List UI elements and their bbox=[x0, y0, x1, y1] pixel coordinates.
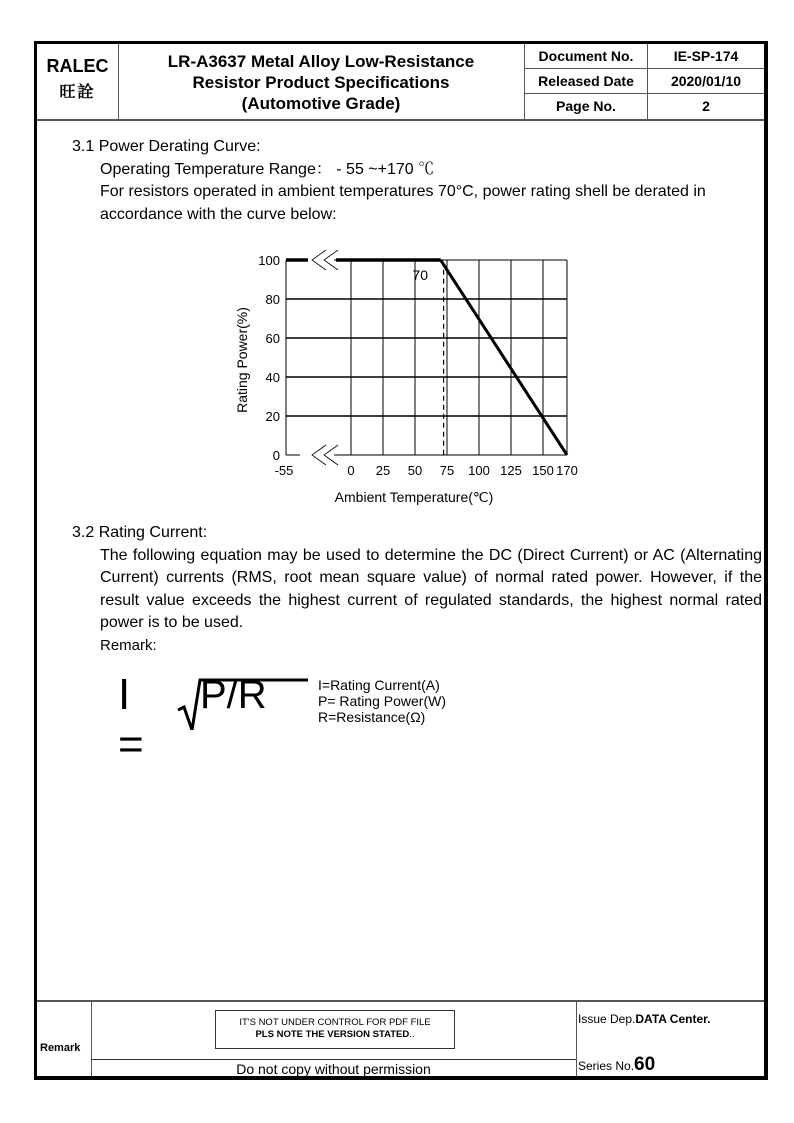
section-3-2 bbox=[72, 522, 762, 657]
formula-lhs: I = bbox=[118, 670, 144, 769]
document-header bbox=[37, 44, 764, 121]
meta-label: Page No. bbox=[525, 94, 648, 119]
title-line: LR-A3637 Metal Alloy Low-Resistance bbox=[167, 52, 475, 71]
derating-chart bbox=[230, 248, 590, 510]
legend-item: R=Resistance(Ω) bbox=[318, 709, 426, 725]
section-3-1 bbox=[72, 136, 762, 226]
formula-legend bbox=[318, 677, 446, 725]
legend-item: I=Rating Current(A) bbox=[318, 677, 440, 693]
x-tick-label: 170 bbox=[556, 463, 578, 478]
company-name-en: RALEC bbox=[46, 56, 109, 76]
footer-info-cell bbox=[576, 1002, 764, 1076]
y-axis-label: Rating Power(%) bbox=[234, 307, 250, 413]
annotation-70: 70 bbox=[412, 267, 428, 283]
title-line: (Automotive Grade) bbox=[241, 94, 401, 113]
legend-item: P= Rating Power(W) bbox=[318, 693, 446, 709]
footer-notice-cell bbox=[91, 1002, 577, 1076]
meta-row-document-no bbox=[525, 44, 764, 69]
document-title bbox=[118, 44, 525, 119]
meta-value: 2020/01/10 bbox=[670, 73, 742, 89]
x-tick-label: 125 bbox=[500, 463, 522, 478]
x-tick-label: 50 bbox=[407, 463, 423, 478]
y-tick-label: 0 bbox=[272, 448, 280, 463]
copy-notice: Do not copy without permission bbox=[91, 1059, 576, 1077]
x-tick-label: 100 bbox=[468, 463, 490, 478]
section-heading: 3.1 Power Derating Curve: bbox=[72, 138, 261, 155]
series-label: Series No. bbox=[578, 1059, 635, 1073]
title-line: Resistor Product Specifications bbox=[192, 73, 450, 92]
remark-label: Remark: bbox=[100, 636, 157, 654]
derating-slope bbox=[441, 260, 567, 455]
formula-rhs: P/R bbox=[200, 673, 267, 717]
x-tick-label: -55 bbox=[274, 463, 294, 478]
y-tick-label: 20 bbox=[265, 409, 280, 424]
chart-marks bbox=[286, 260, 567, 455]
series-value: 60 bbox=[634, 1054, 656, 1075]
meta-row-released-date bbox=[525, 69, 764, 94]
axis-break-mask bbox=[300, 453, 334, 457]
x-tick-label: 75 bbox=[439, 463, 455, 478]
y-tick-label: 60 bbox=[265, 331, 280, 346]
y-tick-label: 80 bbox=[265, 292, 280, 307]
meta-label: Document No. bbox=[525, 44, 648, 68]
remark-label: Remark bbox=[40, 1042, 81, 1054]
x-axis-label: Ambient Temperature(℃) bbox=[334, 489, 494, 505]
x-tick-label: 25 bbox=[375, 463, 391, 478]
x-tick-label: 0 bbox=[347, 463, 355, 478]
document-footer bbox=[37, 1000, 764, 1076]
rating-current-paragraph: The following equation may be used to determine the DC (Direct Current) or AC (Alternating Current) currents (RMS, root mean square value) of normal rated power. However, if the result value exceeds the highest current of regulated standards, the highest normal rated power is to be used. bbox=[100, 546, 762, 631]
chart-labels bbox=[258, 253, 578, 478]
footer-remark-cell bbox=[37, 1002, 92, 1076]
issue-department bbox=[578, 1012, 711, 1026]
issue-label: Issue Dep. bbox=[578, 1012, 636, 1026]
meta-label: Released Date bbox=[525, 69, 648, 93]
x-tick-label: 150 bbox=[532, 463, 554, 478]
meta-value: IE-SP-174 bbox=[673, 48, 739, 64]
company-name-zh: 旺詮 bbox=[59, 82, 96, 101]
notice-line-2: PLS NOTE THE VERSION STATED bbox=[255, 1029, 410, 1040]
section-heading: 3.2 Rating Current: bbox=[72, 524, 208, 541]
temperature-range: Operating Temperature Range： - 55 ~+170 ℃ bbox=[100, 160, 435, 178]
issue-value: DATA Center. bbox=[635, 1012, 711, 1026]
notice-suffix: .. bbox=[409, 1029, 415, 1040]
derating-paragraph: For resistors operated in ambient temperatures 70°C, power rating shell be derated in accordance with the curve below: bbox=[100, 183, 706, 223]
document-meta bbox=[525, 44, 764, 119]
meta-row-page-no bbox=[525, 94, 764, 119]
notice-line-1: IT'S NOT UNDER CONTROL FOR PDF FILE bbox=[239, 1017, 431, 1028]
company-logo bbox=[37, 44, 119, 119]
y-tick-label: 40 bbox=[265, 370, 280, 385]
pdf-notice-box bbox=[215, 1010, 455, 1049]
y-tick-label: 100 bbox=[258, 253, 280, 268]
series-number bbox=[578, 1054, 655, 1076]
meta-value: 2 bbox=[702, 98, 710, 114]
